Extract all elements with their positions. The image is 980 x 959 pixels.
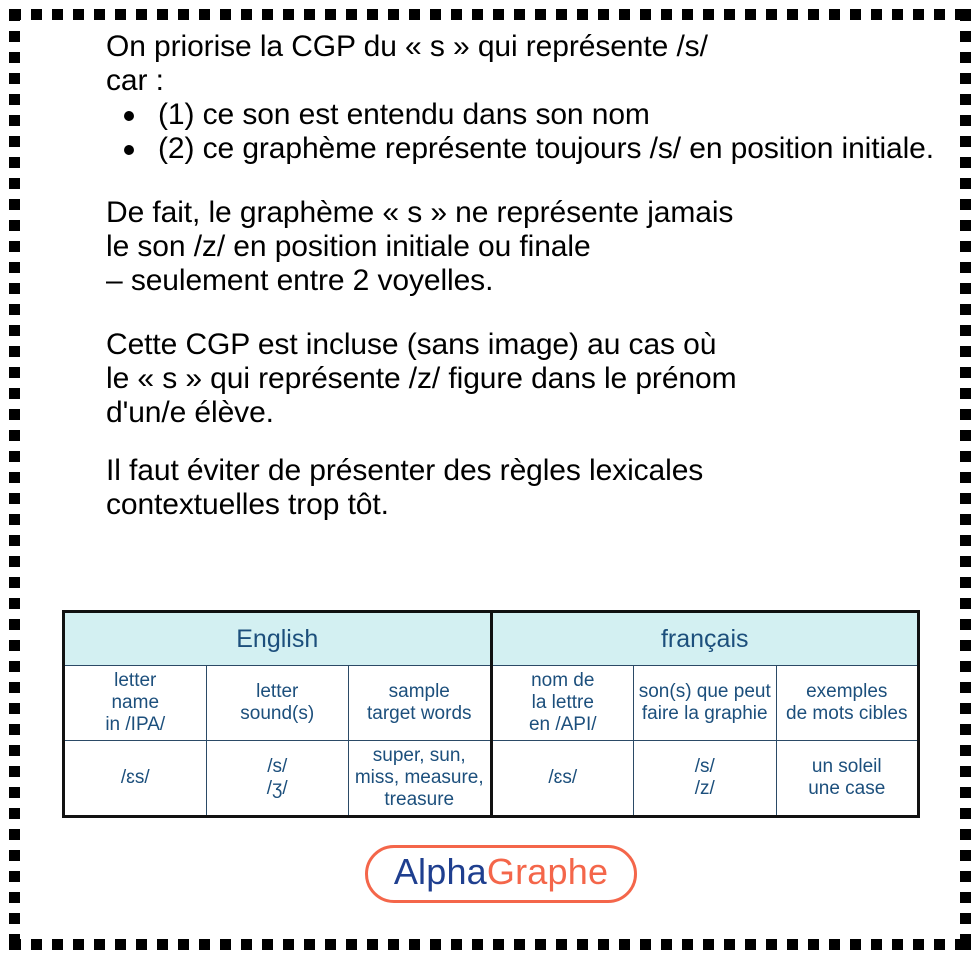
bullet-dot-icon — [124, 111, 134, 121]
border-corner-bottom-right — [960, 939, 971, 950]
column-header-line: in /IPA/ — [105, 714, 166, 735]
table-language-header-english: English — [64, 612, 492, 666]
column-header-line: exemples — [806, 681, 888, 702]
prose-block — [62, 30, 940, 522]
table-column-header-row — [64, 666, 919, 741]
cell-en-letter-name: /ɛs/ — [64, 741, 207, 817]
paragraph-1-line-1: On priorise la CGP du « s » qui représente /s/ — [106, 30, 708, 63]
cell-line: /s/ — [267, 756, 288, 777]
border-top — [10, 9, 970, 20]
bullet-list — [106, 98, 940, 166]
paragraph-3 — [106, 328, 940, 430]
column-header-exemples-de-mots-cibles — [776, 666, 919, 741]
cell-line: un soleil — [811, 756, 882, 777]
column-header-letter-name-ipa — [64, 666, 207, 741]
column-header-line: sound(s) — [240, 703, 315, 724]
border-left — [9, 10, 20, 949]
column-header-line: faire la graphie — [641, 703, 768, 724]
logo-text-graphe: Graphe — [486, 851, 609, 892]
paragraph-3-line-1: Cette CGP est incluse (sans image) au cas où — [106, 328, 717, 361]
paragraph-1 — [106, 30, 940, 98]
cgp-table — [62, 610, 920, 818]
bullet-item-1-text: (1) ce son est entendu dans son nom — [158, 98, 650, 131]
cell-en-sounds — [206, 741, 349, 817]
cell-line: une case — [808, 778, 886, 799]
column-header-line: en /API/ — [528, 714, 597, 735]
column-header-nom-de-la-lettre-api — [491, 666, 634, 741]
cell-line: /ʒ/ — [266, 778, 288, 799]
paragraph-3-line-3: d'un/e élève. — [106, 396, 274, 429]
logo-area — [62, 845, 940, 903]
slide-content — [62, 30, 940, 929]
cell-line: /z/ — [694, 778, 715, 799]
table-language-header-row — [64, 612, 919, 666]
cell-line: /s/ — [694, 756, 715, 777]
column-header-line: target words — [366, 703, 472, 724]
spacer — [62, 298, 940, 328]
paragraph-4 — [106, 454, 940, 522]
column-header-letter-sounds — [206, 666, 349, 741]
bullet-item-2 — [106, 132, 940, 166]
border-corner-top-left — [9, 9, 20, 20]
column-header-sons-que-peut-faire-la-graphie — [634, 666, 777, 741]
column-header-line: de mots cibles — [786, 703, 908, 724]
cell-line: miss, measure, — [354, 767, 484, 788]
table-row — [64, 741, 919, 817]
cell-line: super, sun, — [372, 745, 466, 766]
logo-text-alpha: Alpha — [393, 851, 487, 892]
paragraph-2-line-3: – seulement entre 2 voyelles. — [106, 264, 494, 297]
cell-en-words — [349, 741, 492, 817]
logo-text — [394, 852, 608, 892]
column-header-line: nom de — [531, 670, 595, 691]
cell-line: treasure — [384, 789, 455, 810]
border-corner-top-right — [960, 9, 971, 20]
bullet-item-1 — [106, 98, 940, 132]
cell-fr-letter-name: /ɛs/ — [491, 741, 634, 817]
border-bottom — [10, 939, 970, 950]
paragraph-2 — [106, 196, 940, 298]
column-header-line: sample — [388, 681, 450, 702]
column-header-line: letter — [256, 681, 299, 702]
spacer — [62, 166, 940, 196]
cell-fr-sounds — [634, 741, 777, 817]
border-right — [960, 10, 971, 949]
column-header-line: la lettre — [531, 692, 594, 713]
paragraph-1-line-2: car : — [106, 64, 164, 97]
alphagraphe-logo — [365, 845, 637, 903]
paragraph-2-line-2: le son /z/ en position initiale ou finale — [106, 230, 591, 263]
bullet-item-2-text: (2) ce graphème représente toujours /s/ en position initiale. — [158, 132, 934, 165]
bullet-dot-icon — [124, 145, 134, 155]
paragraph-3-line-2: le « s » qui représente /z/ figure dans le prénom — [106, 362, 737, 395]
table-language-header-francais: français — [491, 612, 919, 666]
column-header-line: letter — [114, 670, 157, 691]
column-header-sample-target-words — [349, 666, 492, 741]
border-corner-bottom-left — [9, 939, 20, 950]
column-header-line: name — [111, 692, 160, 713]
paragraph-2-line-1: De fait, le graphème « s » ne représente jamais — [106, 196, 734, 229]
spacer — [62, 430, 940, 454]
column-header-line: son(s) que peut — [638, 681, 771, 702]
paragraph-4-line-1: Il faut éviter de présenter des règles lexicales — [106, 454, 704, 487]
paragraph-4-line-2: contextuelles trop tôt. — [106, 488, 389, 521]
cell-fr-words — [776, 741, 919, 817]
